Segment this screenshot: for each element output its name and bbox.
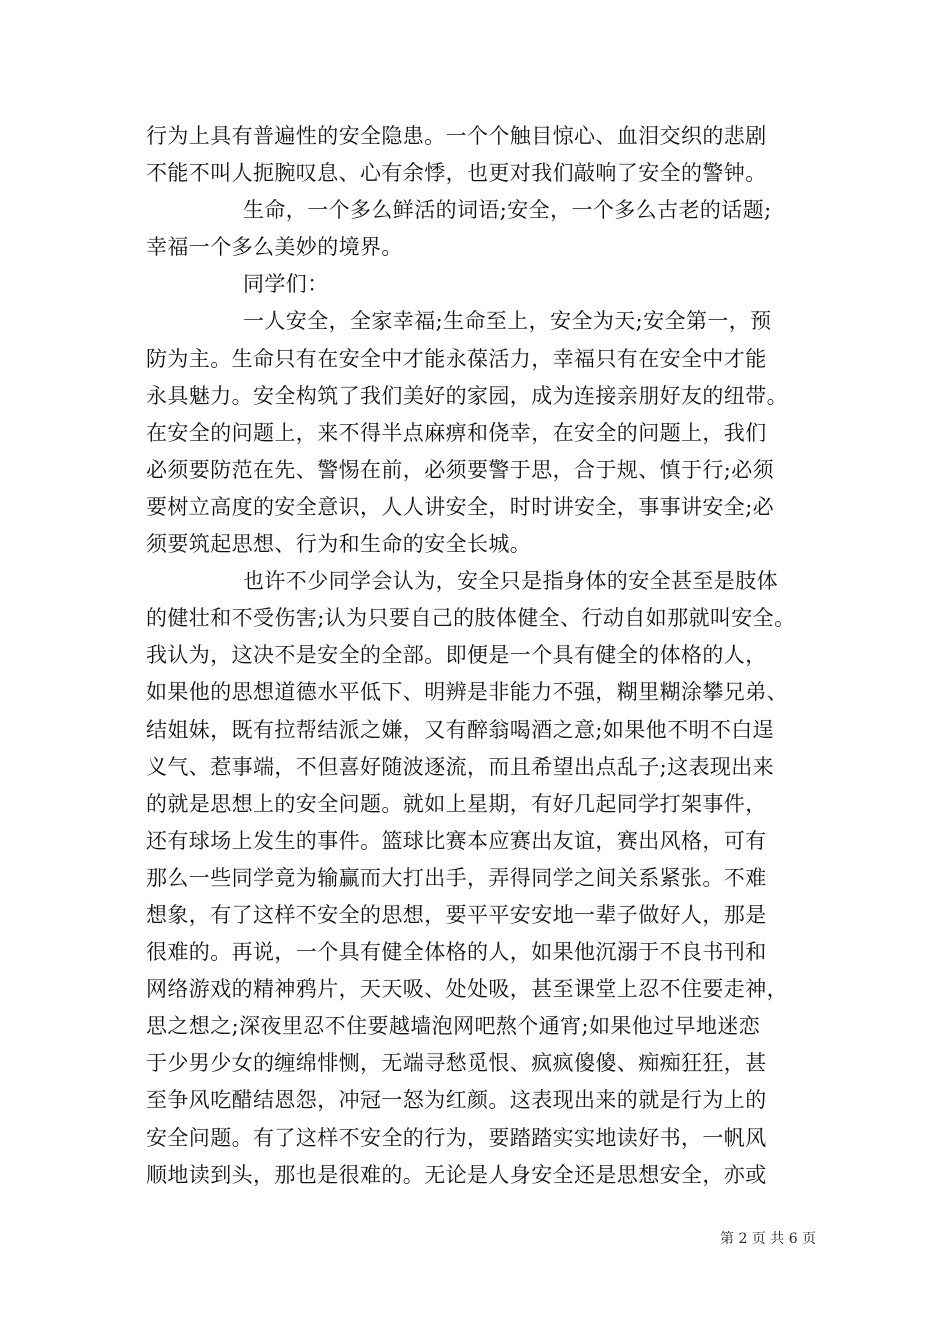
text-line: 生命，一个多么鲜活的词语;安全，一个多么古老的话题; [243, 198, 772, 223]
text-line: 幸福一个多么美妙的境界。 [146, 235, 403, 260]
text-line: 不能不叫人扼腕叹息、心有余悸，也更对我们敲响了安全的警钟。 [146, 161, 767, 186]
text-line: 很难的。再说，一个具有健全体格的人，如果他沉溺于不良书刊和 [146, 940, 767, 965]
text-line: 也许不少同学会认为，安全只是指身体的安全甚至是肢体 [243, 569, 778, 594]
text-line: 防为主。生命只有在安全中才能永葆活力，幸福只有在安全中才能 [146, 346, 767, 371]
text-line: 网络游戏的精神鸦片，天天吸、处处吸，甚至课堂上忍不住要走神， [146, 977, 788, 1002]
text-line: 安全问题。有了这样不安全的行为，要踏踏实实地读好书，一帆风 [146, 1125, 767, 1150]
text-line: 须要筑起思想、行为和生命的安全长城。 [146, 532, 532, 557]
text-line: 行为上具有普遍性的安全隐患。一个个触目惊心、血泪交织的悲剧 [146, 124, 767, 148]
text-line: 那么一些同学竟为输赢而大打出手，弄得同学之间关系紧张。不难 [146, 865, 767, 890]
text-line: 的就是思想上的安全问题。就如上星期，有好几起同学打架事件， [146, 791, 767, 816]
text-line: 的健壮和不受伤害;认为只要自己的肢体健全、行动自如那就叫安全。 [146, 606, 796, 631]
text-line: 至争风吃醋结恩怨，冲冠一怒为红颜。这表现出来的就是行为上的 [146, 1088, 767, 1113]
text-line: 要树立高度的安全意识，人人讲安全，时时讲安全，事事讲安全;必 [146, 494, 775, 519]
text-line: 结姐妹，既有拉帮结派之嫌，又有醉翁喝酒之意;如果他不明不白逞 [146, 717, 775, 742]
text-line: 同学们： [243, 272, 329, 297]
text-line: 在安全的问题上，来不得半点麻痹和侥幸，在安全的问题上，我们 [146, 420, 767, 445]
text-line: 如果他的思想道德水平低下、明辨是非能力不强，糊里糊涂攀兄弟、 [146, 680, 788, 705]
text-line: 永具魅力。安全构筑了我们美好的家园，成为连接亲朋好友的纽带。 [146, 383, 788, 408]
text-line: 还有球场上发生的事件。篮球比赛本应赛出友谊，赛出风格，可有 [146, 828, 767, 853]
text-line: 我认为，这决不是安全的全部。即便是一个具有健全的体格的人， [146, 643, 767, 668]
document-body [146, 118, 816, 1194]
text-line: 一人安全，全家幸福;生命至上，安全为天;安全第一，预 [243, 309, 772, 334]
text-line: 必须要防范在先、警惕在前，必须要警于思，合于规、慎于行;必须 [146, 457, 775, 482]
page-number-footer: 第 2 页 共 6 页 [720, 1231, 817, 1247]
text-line: 于少男少女的缠绵悱恻，无端寻愁觅恨、疯疯傻傻、痴痴狂狂，甚 [146, 1051, 767, 1076]
text-line: 思之想之;深夜里忍不住要越墙泡网吧熬个通宵;如果他过早地迷恋 [146, 1014, 761, 1039]
text-line: 想象，有了这样不安全的思想，要平平安安地一辈子做好人，那是 [146, 902, 767, 927]
text-line: 义气、惹事端，不但喜好随波逐流，而且希望出点乱子;这表现出来 [146, 754, 775, 779]
text-line: 顺地读到头，那也是很难的。无论是人身安全还是思想安全，亦或 [146, 1162, 767, 1187]
